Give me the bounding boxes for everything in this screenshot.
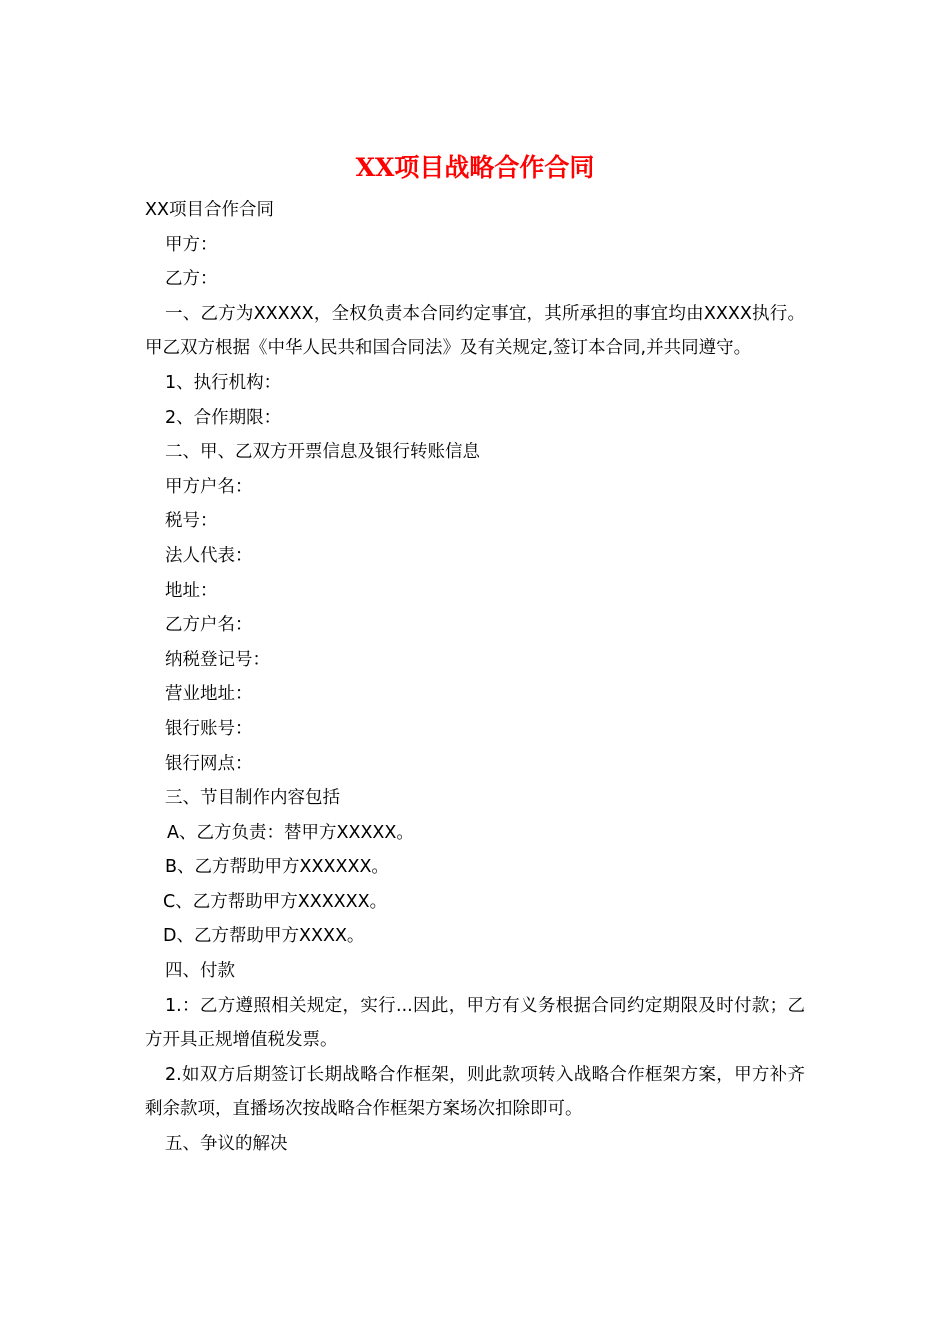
clause-5-heading: 五、争议的解决 <box>165 1134 288 1155</box>
party-a-account-name-label: 甲方户名： <box>165 476 253 497</box>
party-a-label: 甲方： <box>165 234 218 255</box>
content-item-b: B、乙方帮助甲方XXXXXX。 <box>165 857 389 878</box>
content-item-c: C、乙方帮助甲方XXXXXX。 <box>163 891 388 912</box>
payment-term-2: 2.如双方后期签订长期战略合作框架，则此款项转入战略合作框架方案，甲方补齐剩余款项，直播场次按战略合作框架方案场次扣除即可。 <box>145 1064 805 1120</box>
clause-4-heading: 四、付款 <box>165 961 235 982</box>
contract-subtitle: XX项目合作合同 <box>145 200 274 220</box>
payment-term-1: 1.：乙方遵照相关规定，实行...因此，甲方有义务根据合同约定期限及时付款；乙方开具正规增值税发票。 <box>145 995 805 1051</box>
legal-representative-label: 法人代表： <box>165 545 253 566</box>
party-b-account-name-label: 乙方户名： <box>165 615 253 636</box>
business-address-label: 营业地址： <box>165 684 253 705</box>
document-body <box>145 193 805 1162</box>
clause-3-heading: 三、节目制作内容包括 <box>165 788 340 809</box>
party-b-label: 乙方： <box>165 269 218 290</box>
content-item-a: A、乙方负责：替甲方XXXXX。 <box>167 822 414 843</box>
tax-number-label: 税号： <box>165 511 218 532</box>
document-title: XX项目战略合作合同 <box>355 153 595 182</box>
address-label: 地址： <box>165 580 218 601</box>
tax-registration-number-label: 纳税登记号： <box>165 649 270 670</box>
bank-account-label: 银行账号： <box>165 718 253 739</box>
content-item-d: D、乙方帮助甲方XXXX。 <box>163 926 365 947</box>
clause-2-heading: 二、甲、乙双方开票信息及银行转账信息 <box>165 442 480 463</box>
bank-branch-label: 银行网点： <box>165 753 253 774</box>
clause-1-text: 一、乙方为XXXXX，全权负责本合同约定事宜，其所承担的事宜均由XXXX执行。甲乙双方根据《中华人民共和国合同法》及有关规定,签订本合同,并共同遵守。 <box>145 303 805 359</box>
cooperation-period-label: 2、合作期限： <box>165 407 282 428</box>
executing-organization-label: 1、执行机构： <box>165 372 282 393</box>
